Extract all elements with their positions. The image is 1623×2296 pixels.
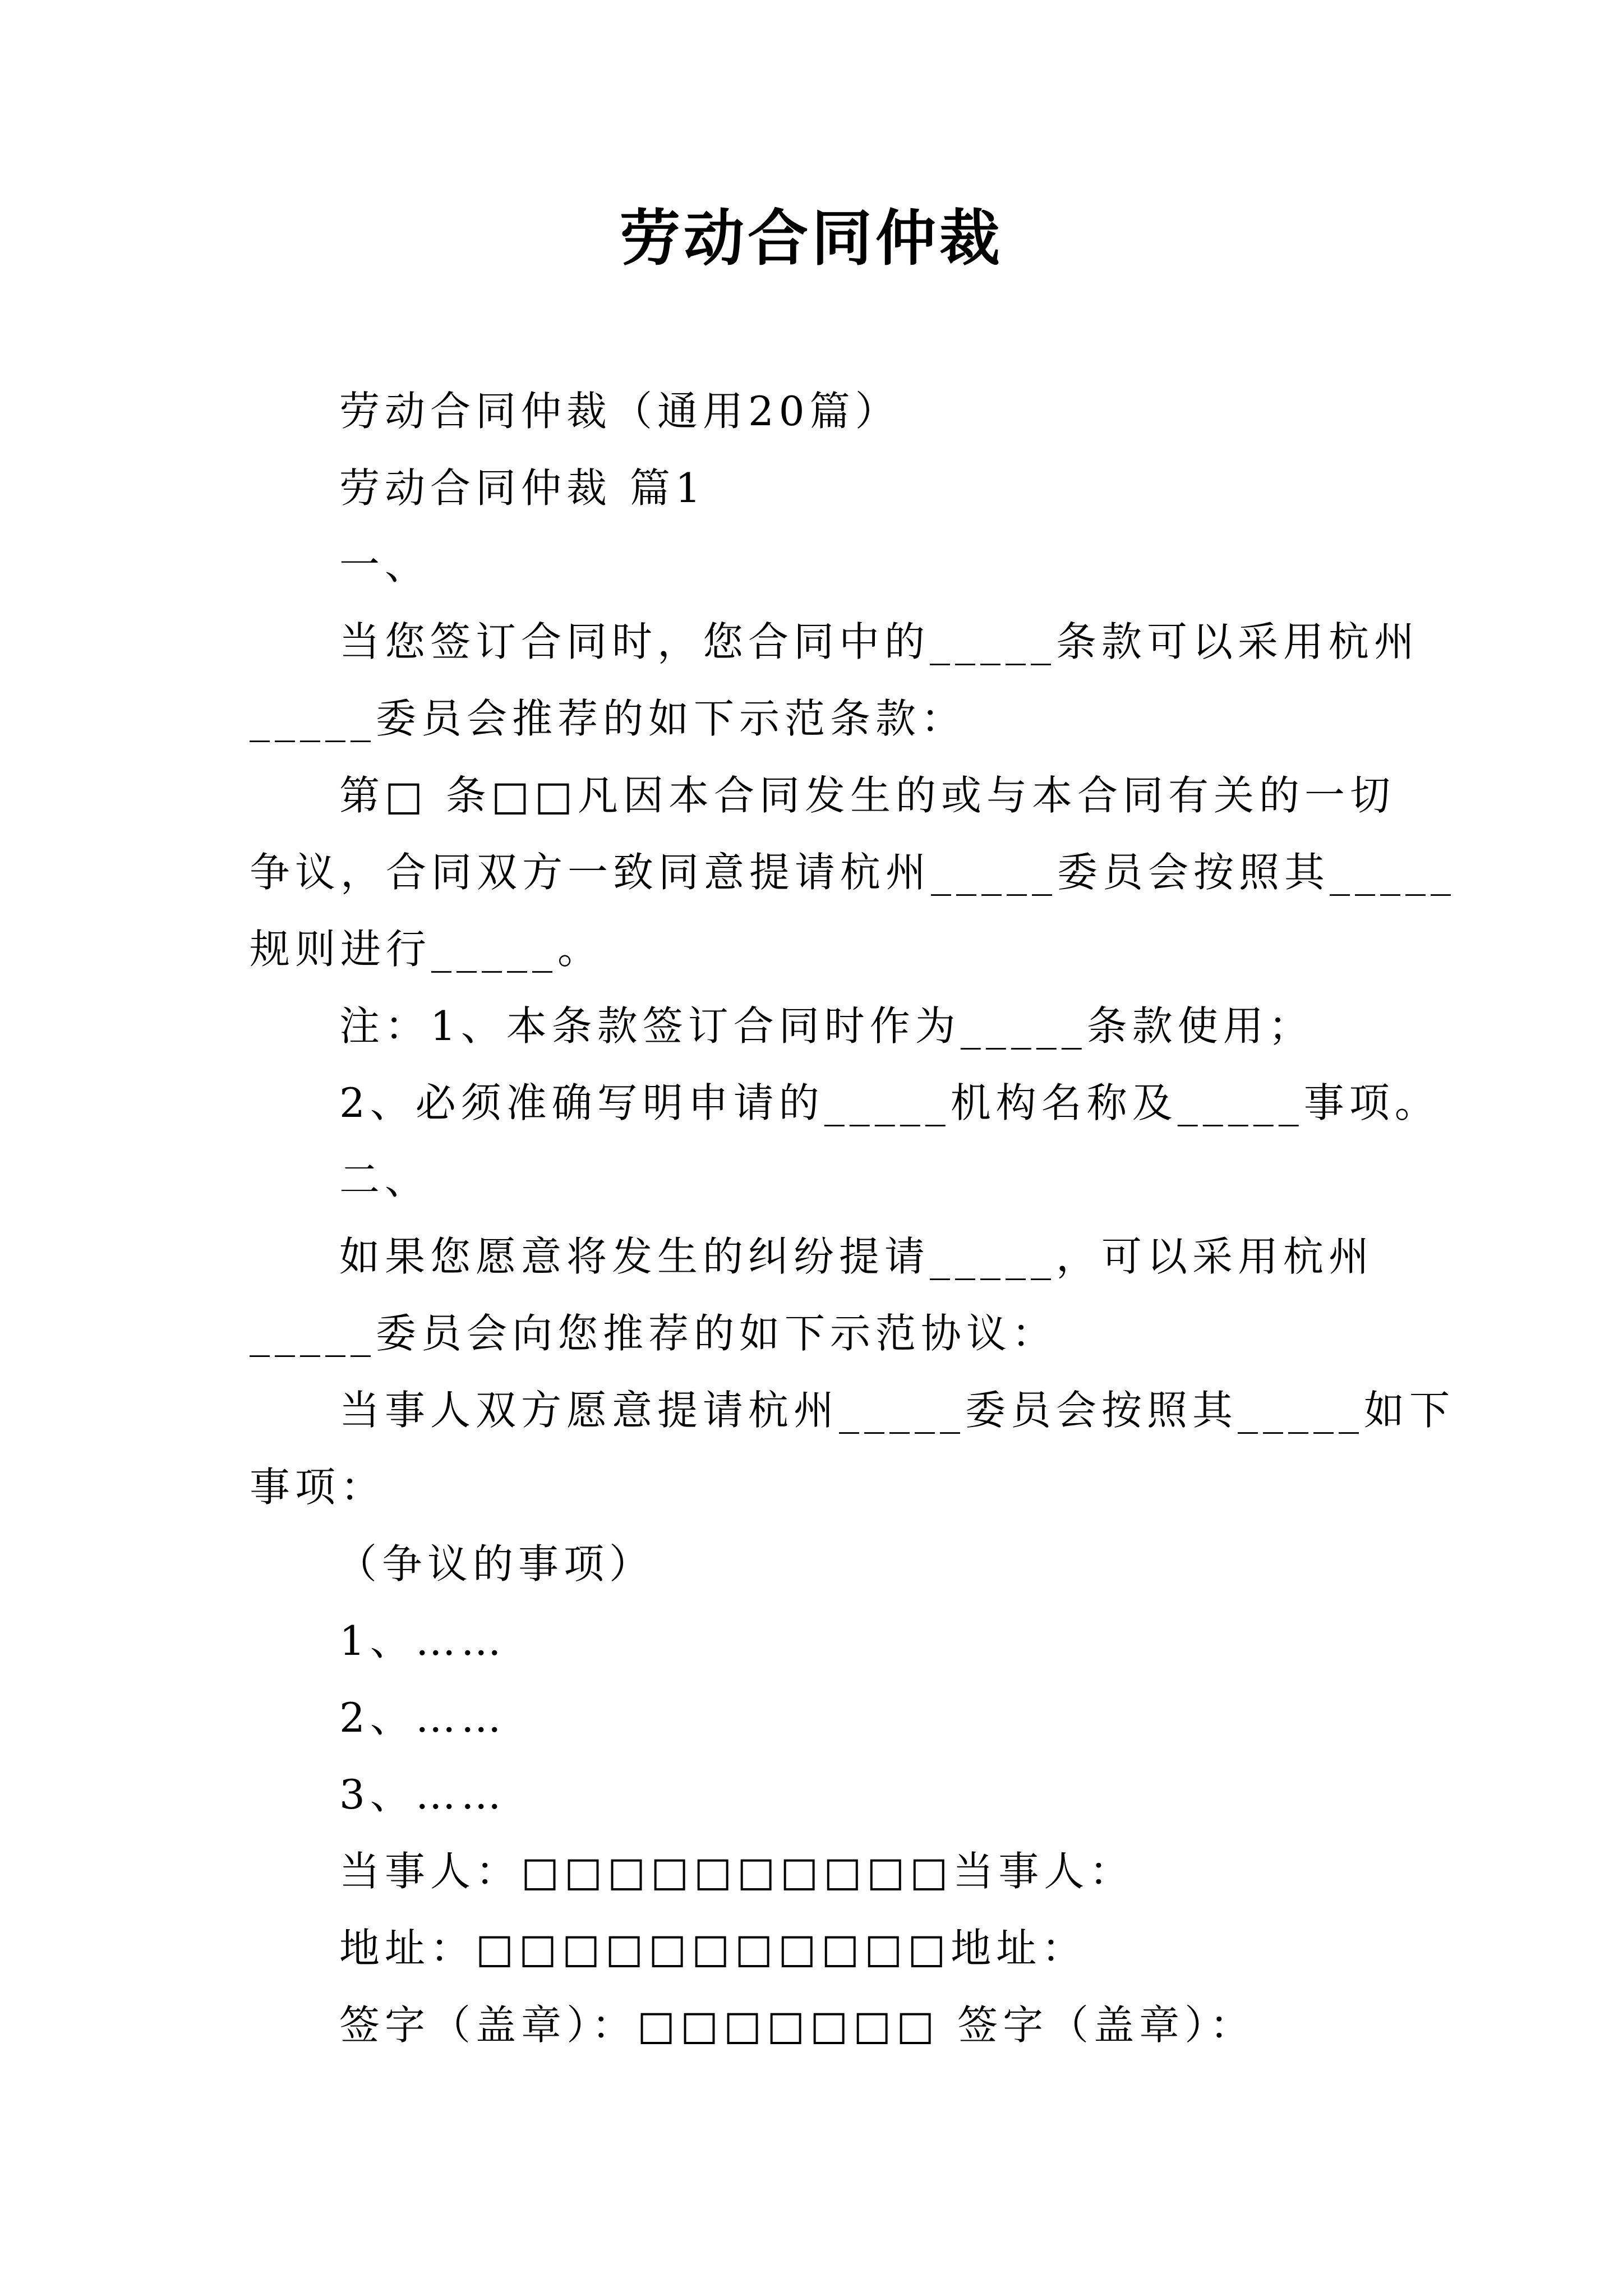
doc-line-12: 如果您愿意将发生的纠纷提请_____，可以采用杭州 — [339, 1233, 1375, 1280]
doc-line-20: 当事人：□□□□□□□□□□当事人： — [339, 1848, 1135, 1895]
doc-line-8: 规则进行_____。 — [250, 926, 603, 973]
doc-line-7: 争议，合同双方一致同意提请杭州_____委员会按照其_____ — [250, 849, 1456, 896]
doc-line-11: 二、 — [339, 1156, 431, 1203]
document-title: 劳动合同仲裁 — [619, 203, 1003, 274]
doc-line-4: 当您签订合同时，您合同中的_____条款可以采用杭州 — [339, 618, 1420, 665]
doc-line-13: _____委员会向您推荐的如下示范协议： — [250, 1310, 1058, 1357]
doc-line-19: 3、…… — [339, 1771, 506, 1818]
doc-line-6: 第□ 条□□凡因本合同发生的或与本合同有关的一切 — [339, 772, 1395, 819]
doc-line-15: 事项： — [250, 1464, 386, 1511]
doc-line-3: 一、 — [339, 541, 431, 588]
doc-line-16: （争议的事项） — [336, 1540, 655, 1588]
doc-line-21: 地址：□□□□□□□□□□□地址： — [339, 1925, 1087, 1972]
doc-line-18: 2、…… — [339, 1694, 506, 1741]
doc-line-5: _____委员会推荐的如下示范条款： — [250, 695, 967, 742]
document-body — [250, 373, 1456, 2064]
doc-line-22: 签字（盖章）：□□□□□□□ 签字（盖章）： — [339, 2001, 1256, 2049]
doc-line-17: 1、…… — [339, 1617, 506, 1664]
doc-line-1: 劳动合同仲裁（通用20篇） — [339, 388, 901, 435]
doc-line-10: 2、必须准确写明申请的_____机构名称及_____事项。 — [339, 1079, 1440, 1126]
doc-line-2: 劳动合同仲裁 篇1 — [339, 464, 706, 512]
doc-line-9: 注：1、本条款签订合同时作为_____条款使用； — [339, 1002, 1314, 1050]
doc-line-14: 当事人双方愿意提请杭州_____委员会按照其_____如下 — [339, 1387, 1455, 1434]
